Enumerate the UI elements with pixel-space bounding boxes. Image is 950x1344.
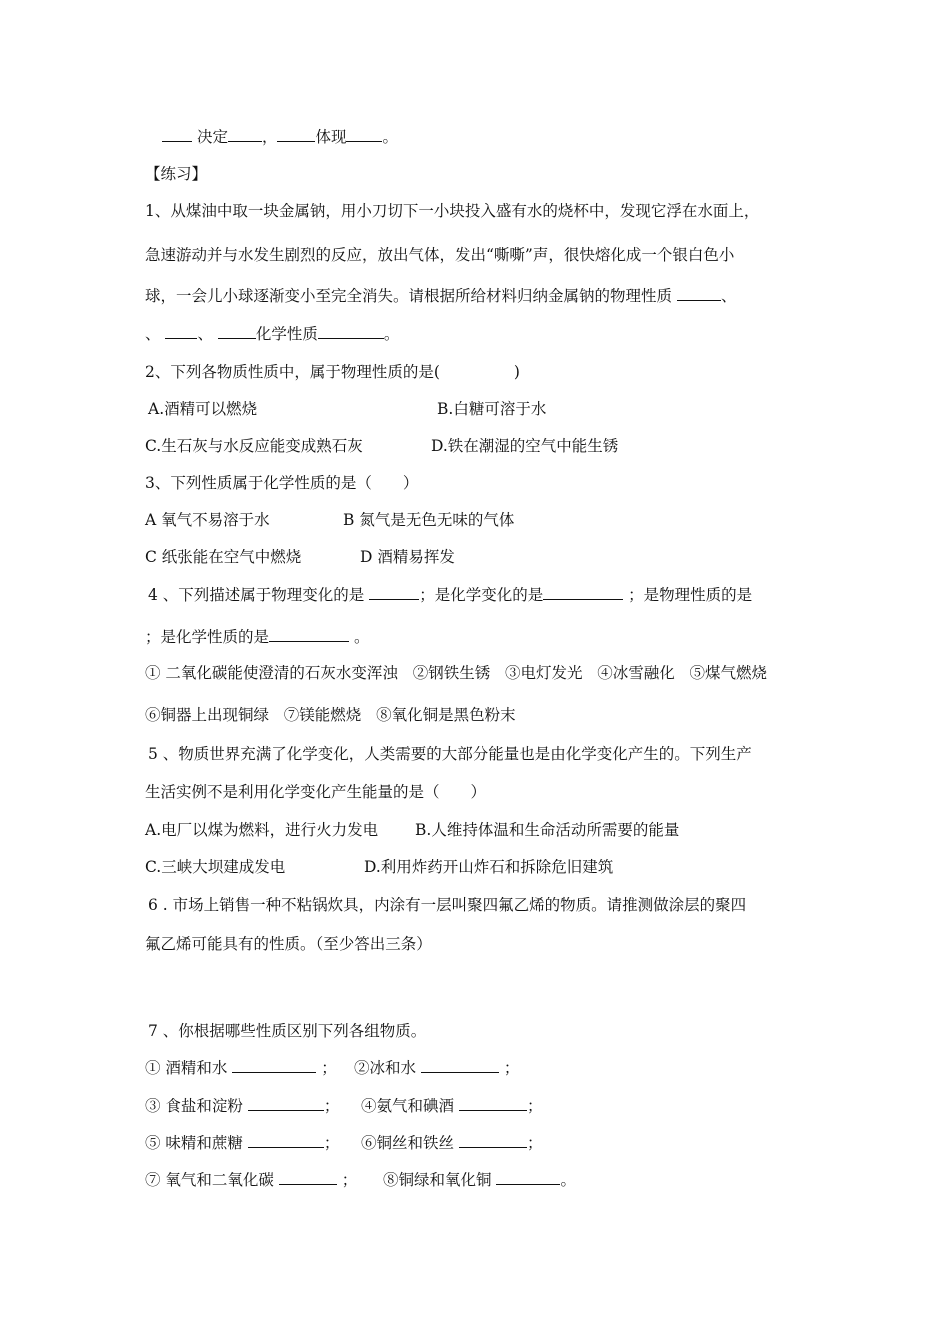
q1-line-3 <box>145 285 736 306</box>
text: ； <box>526 1134 543 1152</box>
blank <box>162 126 192 142</box>
text: 2、下列各物质性质中，属于物理性质的是( <box>145 363 440 381</box>
text: 、 <box>197 325 213 343</box>
blank <box>248 1132 324 1148</box>
text: ；是化学性质的是 <box>145 628 270 646</box>
text: ；是化学变化的是 <box>419 586 544 604</box>
blank <box>459 1132 527 1148</box>
text: ⑥铜丝和铁丝 <box>361 1134 459 1152</box>
blank <box>218 323 256 339</box>
text: ； <box>341 1171 358 1189</box>
text: ③ 食盐和淀粉 <box>145 1097 248 1115</box>
q7-item-5 <box>145 1132 339 1153</box>
blank <box>165 323 197 339</box>
blank <box>269 626 349 642</box>
text: ； <box>503 1059 520 1077</box>
q5-option-a: A.电厂以煤为燃料，进行火力发电 <box>145 821 379 839</box>
text: 决定 <box>196 128 228 146</box>
text: 。 <box>560 1171 576 1189</box>
q7-stem: 7 、你根据哪些性质区别下列各组物质。 <box>148 1022 427 1040</box>
q4-stem-2 <box>145 626 369 647</box>
blank <box>232 1057 316 1073</box>
q1-line-4 <box>145 323 399 344</box>
q7-item-6 <box>361 1132 542 1153</box>
q3-stem: 3、下列性质属于化学性质的是（ ） <box>145 474 419 492</box>
text: 。 <box>382 128 398 146</box>
text: 、 <box>720 287 737 305</box>
text: 4 、下列描述属于物理变化的是 <box>148 586 370 604</box>
q7-item-1 <box>145 1057 337 1078</box>
q4-options-2: ⑥铜器上出现铜绿 ⑦镁能燃烧 ⑧氧化铜是黑色粉末 <box>145 706 516 724</box>
text: ④氨气和碘酒 <box>361 1097 459 1115</box>
q5-option-c: C.三峡大坝建成发电 <box>145 858 286 876</box>
q6-line-1: 6 . 市场上销售一种不粘锅炊具，内涂有一层叫聚四氟乙烯的物质。请推测做涂层的聚四 <box>148 896 747 914</box>
text: ； <box>323 1097 340 1115</box>
q7-item-8 <box>383 1169 576 1190</box>
q1-line-1: 1、从煤油中取一块金属钠，用小刀切下一小块投入盛有水的烧杯中，发现它浮在水面上， <box>145 202 760 220</box>
q7-item-3 <box>145 1095 339 1116</box>
q7-item-4 <box>361 1095 542 1116</box>
text: ， <box>261 128 278 146</box>
q5-line-1: 5 、物质世界充满了化学变化，人类需要的大部分能量也是由化学变化产生的。下列生产 <box>148 745 752 763</box>
text: 。 <box>383 325 400 343</box>
text: 化学性质 <box>255 325 318 343</box>
text: ① 酒精和水 <box>145 1059 233 1077</box>
text: ； <box>321 1059 337 1077</box>
blank <box>421 1057 499 1073</box>
text: ②冰和水 <box>354 1059 421 1077</box>
text: ) <box>513 363 520 381</box>
blank <box>279 1169 337 1185</box>
blank <box>228 126 262 142</box>
q7-item-2 <box>354 1057 519 1078</box>
q5-line-2: 生活实例不是利用化学变化产生能量的是（ ） <box>145 783 487 801</box>
blank <box>369 584 419 600</box>
blank <box>677 285 721 301</box>
q2-option-c: C.生石灰与水反应能变成熟石灰 <box>145 437 363 455</box>
blank <box>277 126 315 142</box>
q2-stem <box>145 362 520 382</box>
text: 球，一会儿小球逐渐变小至完全消失。请根据所给材料归纳金属钠的物理性质 <box>145 287 673 305</box>
q1-line-2: 急速游动并与水发生剧烈的反应，放出气体，发出“嘶嘶”声，很快熔化成一个银白色小 <box>145 246 735 264</box>
intro-line <box>162 126 398 147</box>
text: ； <box>323 1134 340 1152</box>
text: 。 <box>353 628 370 646</box>
q4-stem-1 <box>148 584 752 605</box>
q2-option-a: A.酒精可以燃烧 <box>148 400 258 418</box>
text: 体现 <box>315 128 347 146</box>
q5-option-b: B.人维持体温和生命活动所需要的能量 <box>415 821 680 839</box>
q5-option-d: D.利用炸药开山炸石和拆除危旧建筑 <box>364 858 614 876</box>
section-title: 【练习】 <box>145 165 208 183</box>
q6-line-2: 氟乙烯可能具有的性质。（至少答出三条） <box>145 935 432 953</box>
blank <box>496 1169 560 1185</box>
text: 、 <box>145 325 161 343</box>
blank <box>459 1095 527 1111</box>
text: ⑦ 氧气和二氧化碳 <box>145 1171 279 1189</box>
blank <box>318 323 384 339</box>
q2-option-d: D.铁在潮湿的空气中能生锈 <box>431 437 619 455</box>
text: ⑧铜绿和氧化铜 <box>383 1171 497 1189</box>
text: ⑤ 味精和蔗糖 <box>145 1134 248 1152</box>
q3-option-c: C 纸张能在空气中燃烧 <box>145 548 302 566</box>
q7-item-7 <box>145 1169 357 1190</box>
text: ；是物理性质的是 <box>628 586 753 604</box>
text: ； <box>526 1097 543 1115</box>
q2-option-b: B.白糖可溶于水 <box>437 400 547 418</box>
q3-option-b: B 氮气是无色无味的气体 <box>343 511 515 529</box>
blank <box>543 584 623 600</box>
blank <box>248 1095 324 1111</box>
q3-option-a: A 氧气不易溶于水 <box>145 511 270 529</box>
q3-option-d: D 酒精易挥发 <box>360 548 455 566</box>
q4-options-1: ① 二氧化碳能使澄清的石灰水变浑浊 ②钢铁生锈 ③电灯发光 ④冰雪融化 ⑤煤气燃烧 <box>145 664 768 682</box>
blank <box>346 126 382 142</box>
